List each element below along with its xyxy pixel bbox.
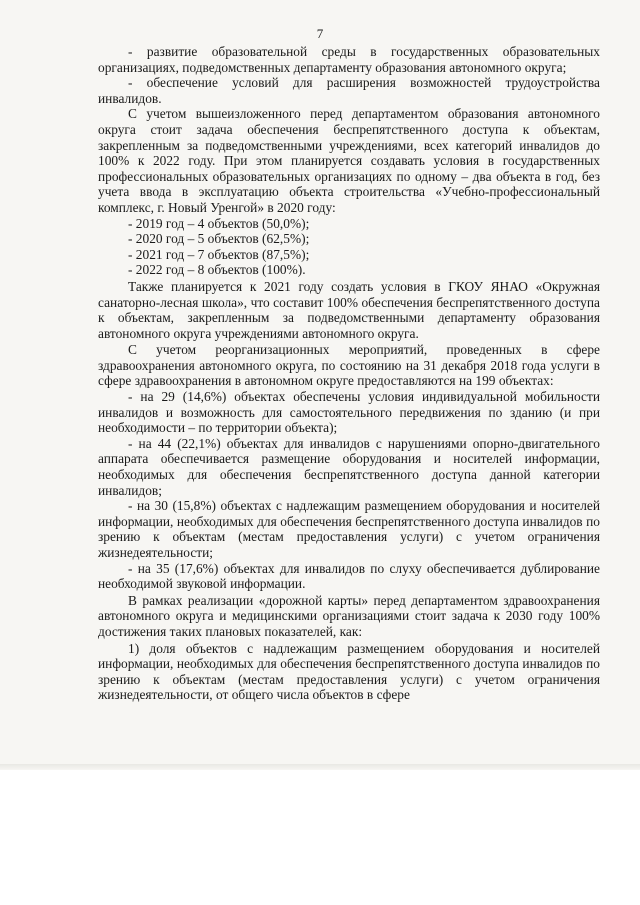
paragraph: С учетом реорганизационных мероприятий, проведенных в сфере здравоохранения автономного округа, по состоянию на 31 декабря 2018 года услуги в сфере здравоохранения в автономном округе предоставляются на 199 объектах: bbox=[98, 342, 600, 389]
year-list-item: - 2019 год – 4 объектов (50,0%); bbox=[128, 215, 310, 231]
paragraph: - на 35 (17,6%) объектах для инвалидов по слуху обеспечивается дублирование необходимой звуковой информации. bbox=[98, 560, 600, 592]
scan-edge bbox=[0, 764, 640, 770]
year-list-item: - 2020 год – 5 объектов (62,5%); bbox=[128, 231, 310, 247]
year-list-item: - 2022 год – 8 объектов (100%). bbox=[128, 262, 306, 278]
paragraph: 1) доля объектов с надлежащим размещением оборудования и носителей информации, необходимых для обеспечения беспрепятственного доступа инвалидов по зрению к объектам (местам предоставления услуги) с учетом ограничения жизнедеятельности, от общего числа объектов в сфере bbox=[98, 640, 600, 703]
document-body bbox=[98, 44, 600, 703]
paragraph: - на 44 (22,1%) объектах для инвалидов с нарушениями опорно-двигательного аппарата обеспечивается размещение оборудования и носителей информации, необходимых для обеспечения беспрепятственного доступа данной категории инвалидов; bbox=[98, 435, 600, 498]
page-number: 7 bbox=[316, 26, 324, 41]
paragraph: В рамках реализации «дорожной карты» перед департаментом здравоохранения автономного округа и медицинскими организациями стоит задача к 2030 году 100% достижения таких плановых показателей, как: bbox=[98, 592, 600, 639]
year-list-item: - 2021 год – 7 объектов (87,5%); bbox=[128, 246, 310, 262]
paragraph: - развитие образовательной среды в государственных образовательных организациях, подведомственных департаменту образования автономного округа; bbox=[98, 44, 600, 75]
paragraph: Также планируется к 2021 году создать условия в ГКОУ ЯНАО «Окружная санаторно-лесная школа», что составит 100% обеспечения беспрепятственного доступа к объектам, закрепленным за подведомственными департаменту образования автономного округа учреждениями автономного округа. bbox=[98, 278, 600, 341]
paragraph: - обеспечение условий для расширения возможностей трудоустройства инвалидов. bbox=[98, 75, 600, 106]
paragraph: - на 29 (14,6%) объектах обеспечены условия индивидуальной мобильности инвалидов и возможность для самостоятельного передвижения по зданию (и при необходимости – по территории объекта); bbox=[98, 389, 600, 436]
paragraph: С учетом вышеизложенного перед департаментом образования автономного округа стоит задача обеспечения беспрепятственного доступа к объектам, закрепленным за подведомственными учреждениями, всех категорий инвалидов до 100% к 2022 году. При этом планируется создавать условия в государственных профессиональных образовательных организациях по одному – два объекта в год, без учета ввода в эксплуатацию объекта строительства «Учебно-профессиональный комплекс, г. Новый Уренгой» в 2020 году: bbox=[98, 106, 600, 215]
paragraph: - на 30 (15,8%) объектах с надлежащим размещением оборудования и носителей информации, необходимых для обеспечения беспрепятственного доступа инвалидов по зрению к объектам (местам предоставления услуги) с учетом ограничения жизнедеятельности; bbox=[98, 498, 600, 560]
